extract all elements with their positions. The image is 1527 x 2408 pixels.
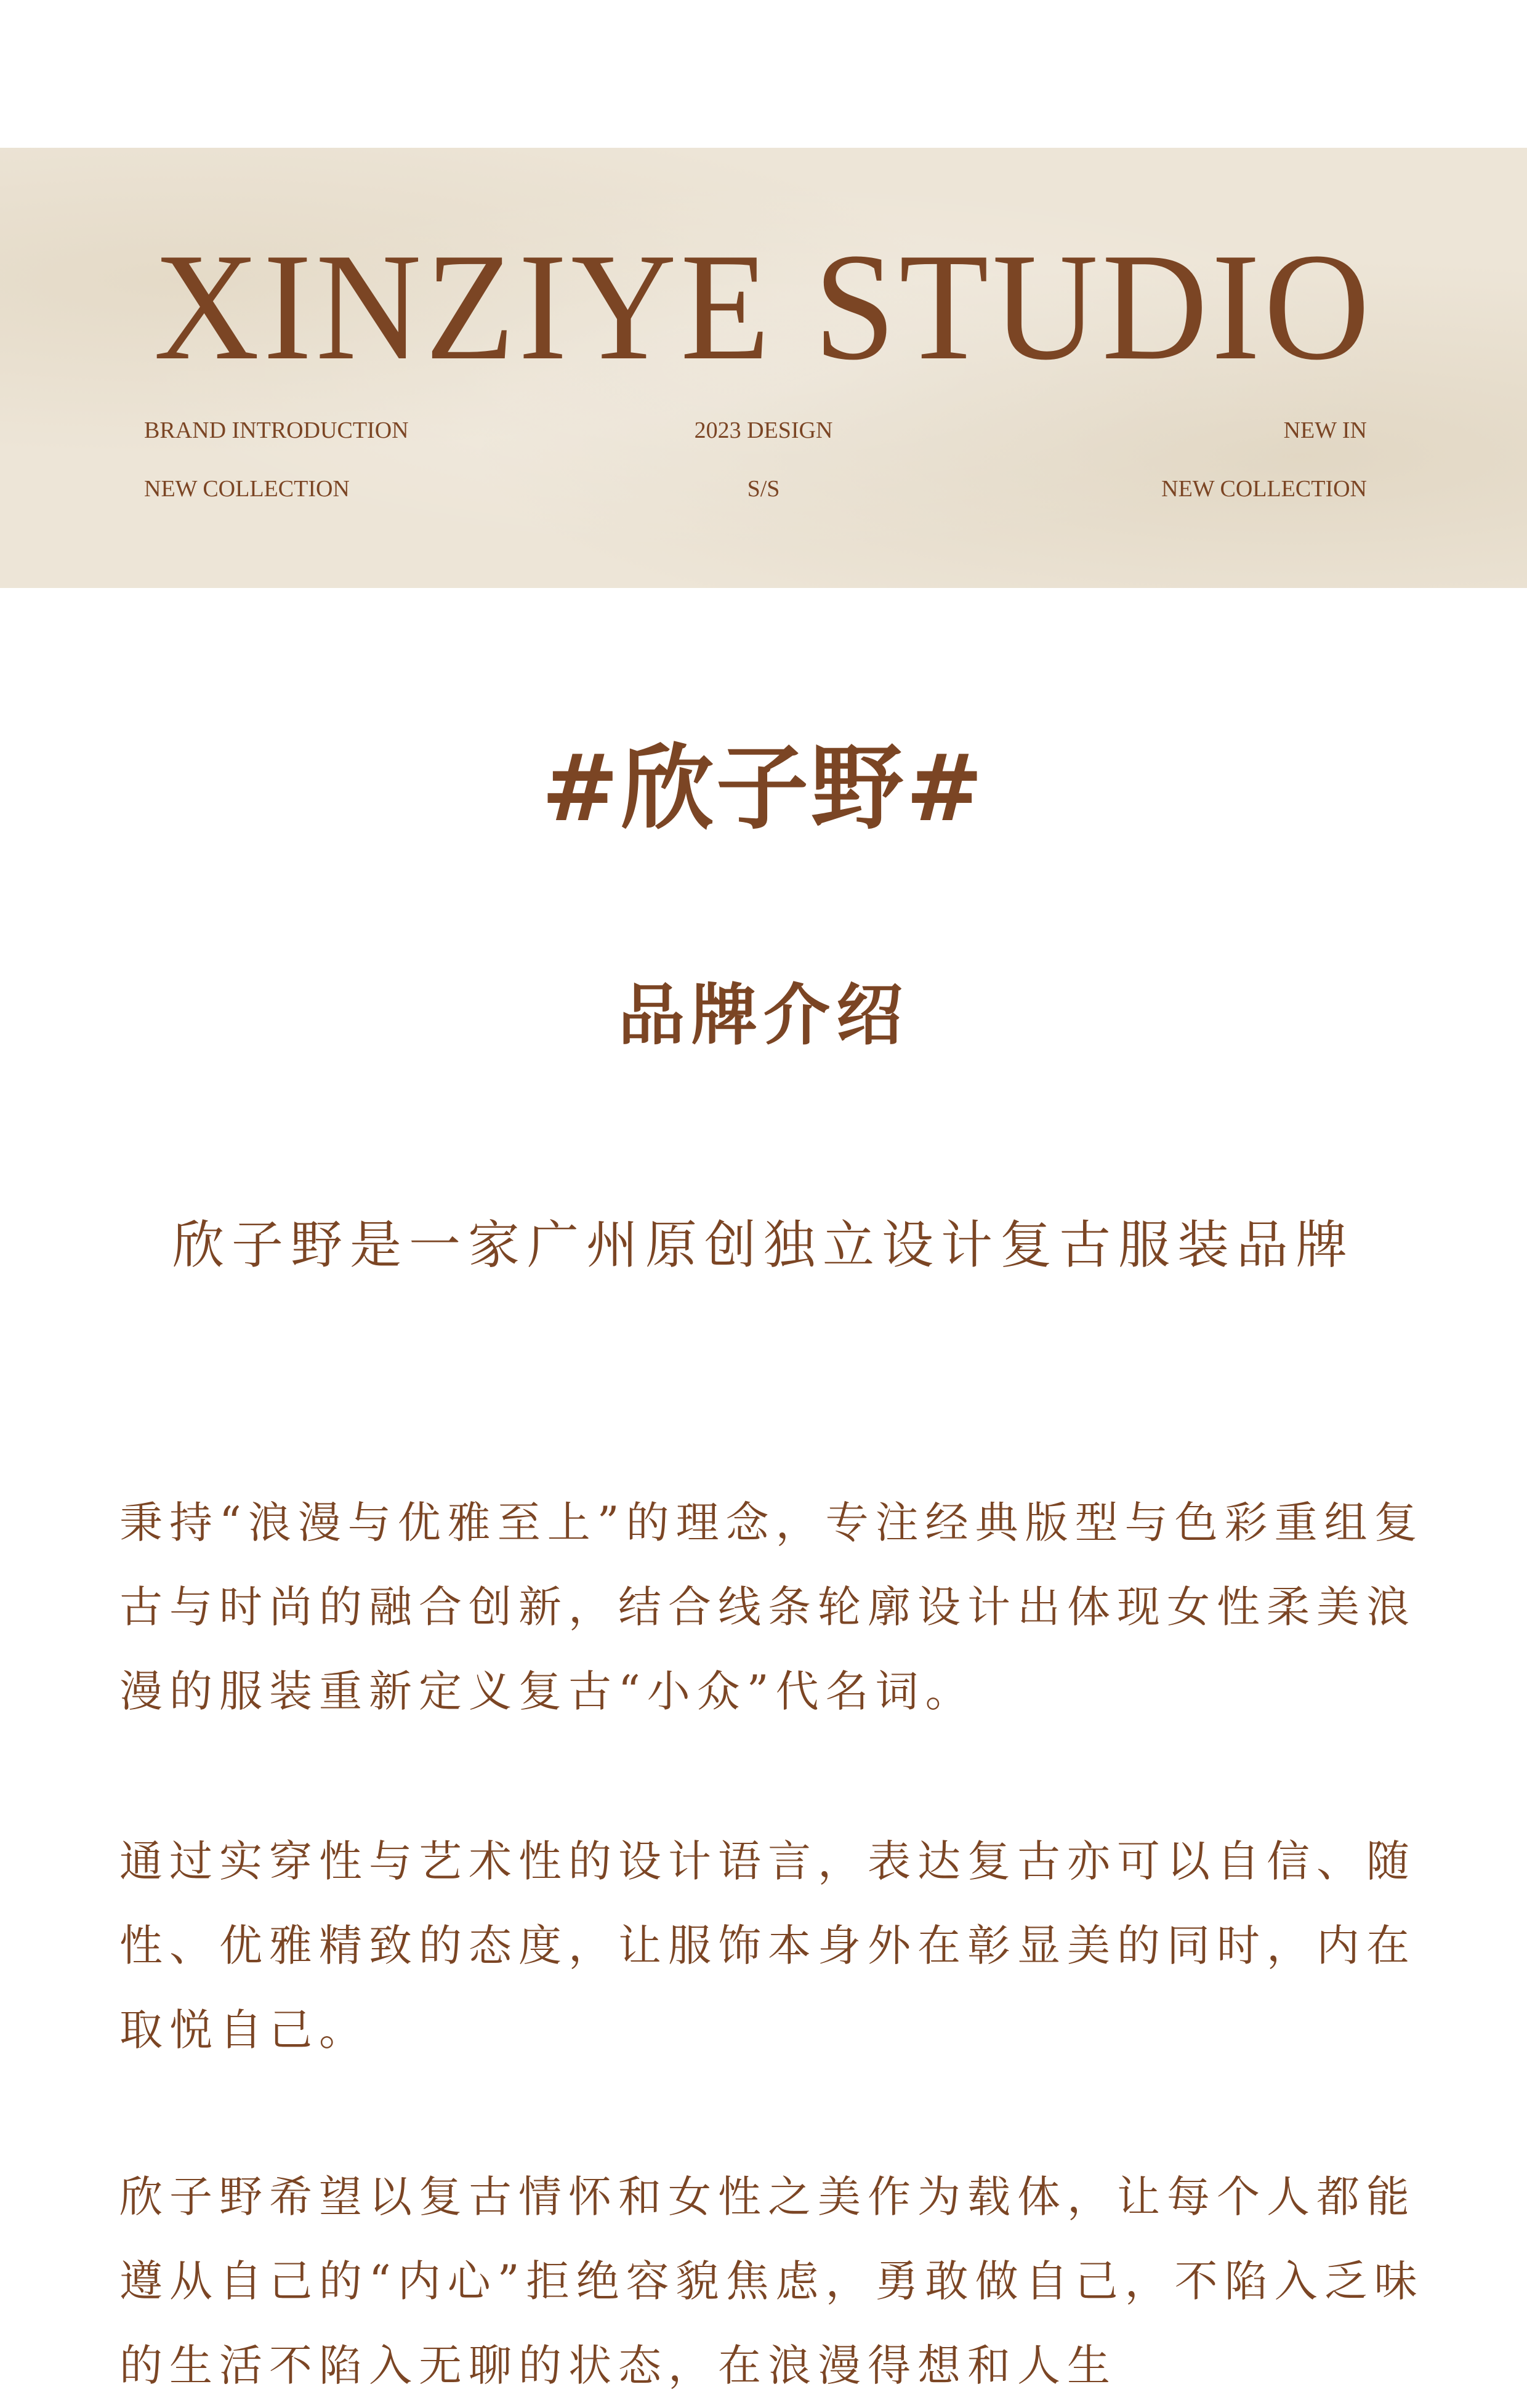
intro-paragraph: 秉持“浪漫与优雅至上”的理念，专注经典版型与色彩重组复古与时尚的融合创新，结合线条轮廓设计出体现女性柔美浪漫的服装重新定义复古“小众”代名词。 [119, 1497, 1424, 1717]
banner-left-line2: NEW COLLECTION [144, 476, 350, 502]
banner-right-line1: NEW IN [1283, 417, 1367, 443]
brand-banner [0, 148, 1527, 588]
intro-paragraph: 欣子野希望以复古情怀和女性之美作为载体，让每个人都能遵从自己的“内心”拒绝容貌焦虑，勇敢做自己，不陷入乏味的生活不陷入无聊的状态，在浪漫得想和人生 [119, 2172, 1424, 2391]
banner-right-line2: NEW COLLECTION [1161, 476, 1367, 502]
banner-title: XINZIYE STUDIO [153, 222, 1374, 392]
banner-left-line1: BRAND INTRODUCTION [144, 417, 409, 443]
banner-center-line1: 2023 DESIGN [694, 417, 833, 443]
intro-paragraph: 通过实穿性与艺术性的设计语言，表达复古亦可以自信、随性、优雅精致的态度，让服饰本身外在彰显美的同时，内在取悦自己。 [119, 1836, 1416, 2055]
banner-center-line2: S/S [747, 476, 780, 502]
section-title: 品牌介绍 [618, 976, 909, 1054]
brand-hashtag: #欣子野# [541, 734, 986, 842]
brand-tagline: 欣子野是一家广州原创独立设计复古服装品牌 [172, 1215, 1355, 1275]
